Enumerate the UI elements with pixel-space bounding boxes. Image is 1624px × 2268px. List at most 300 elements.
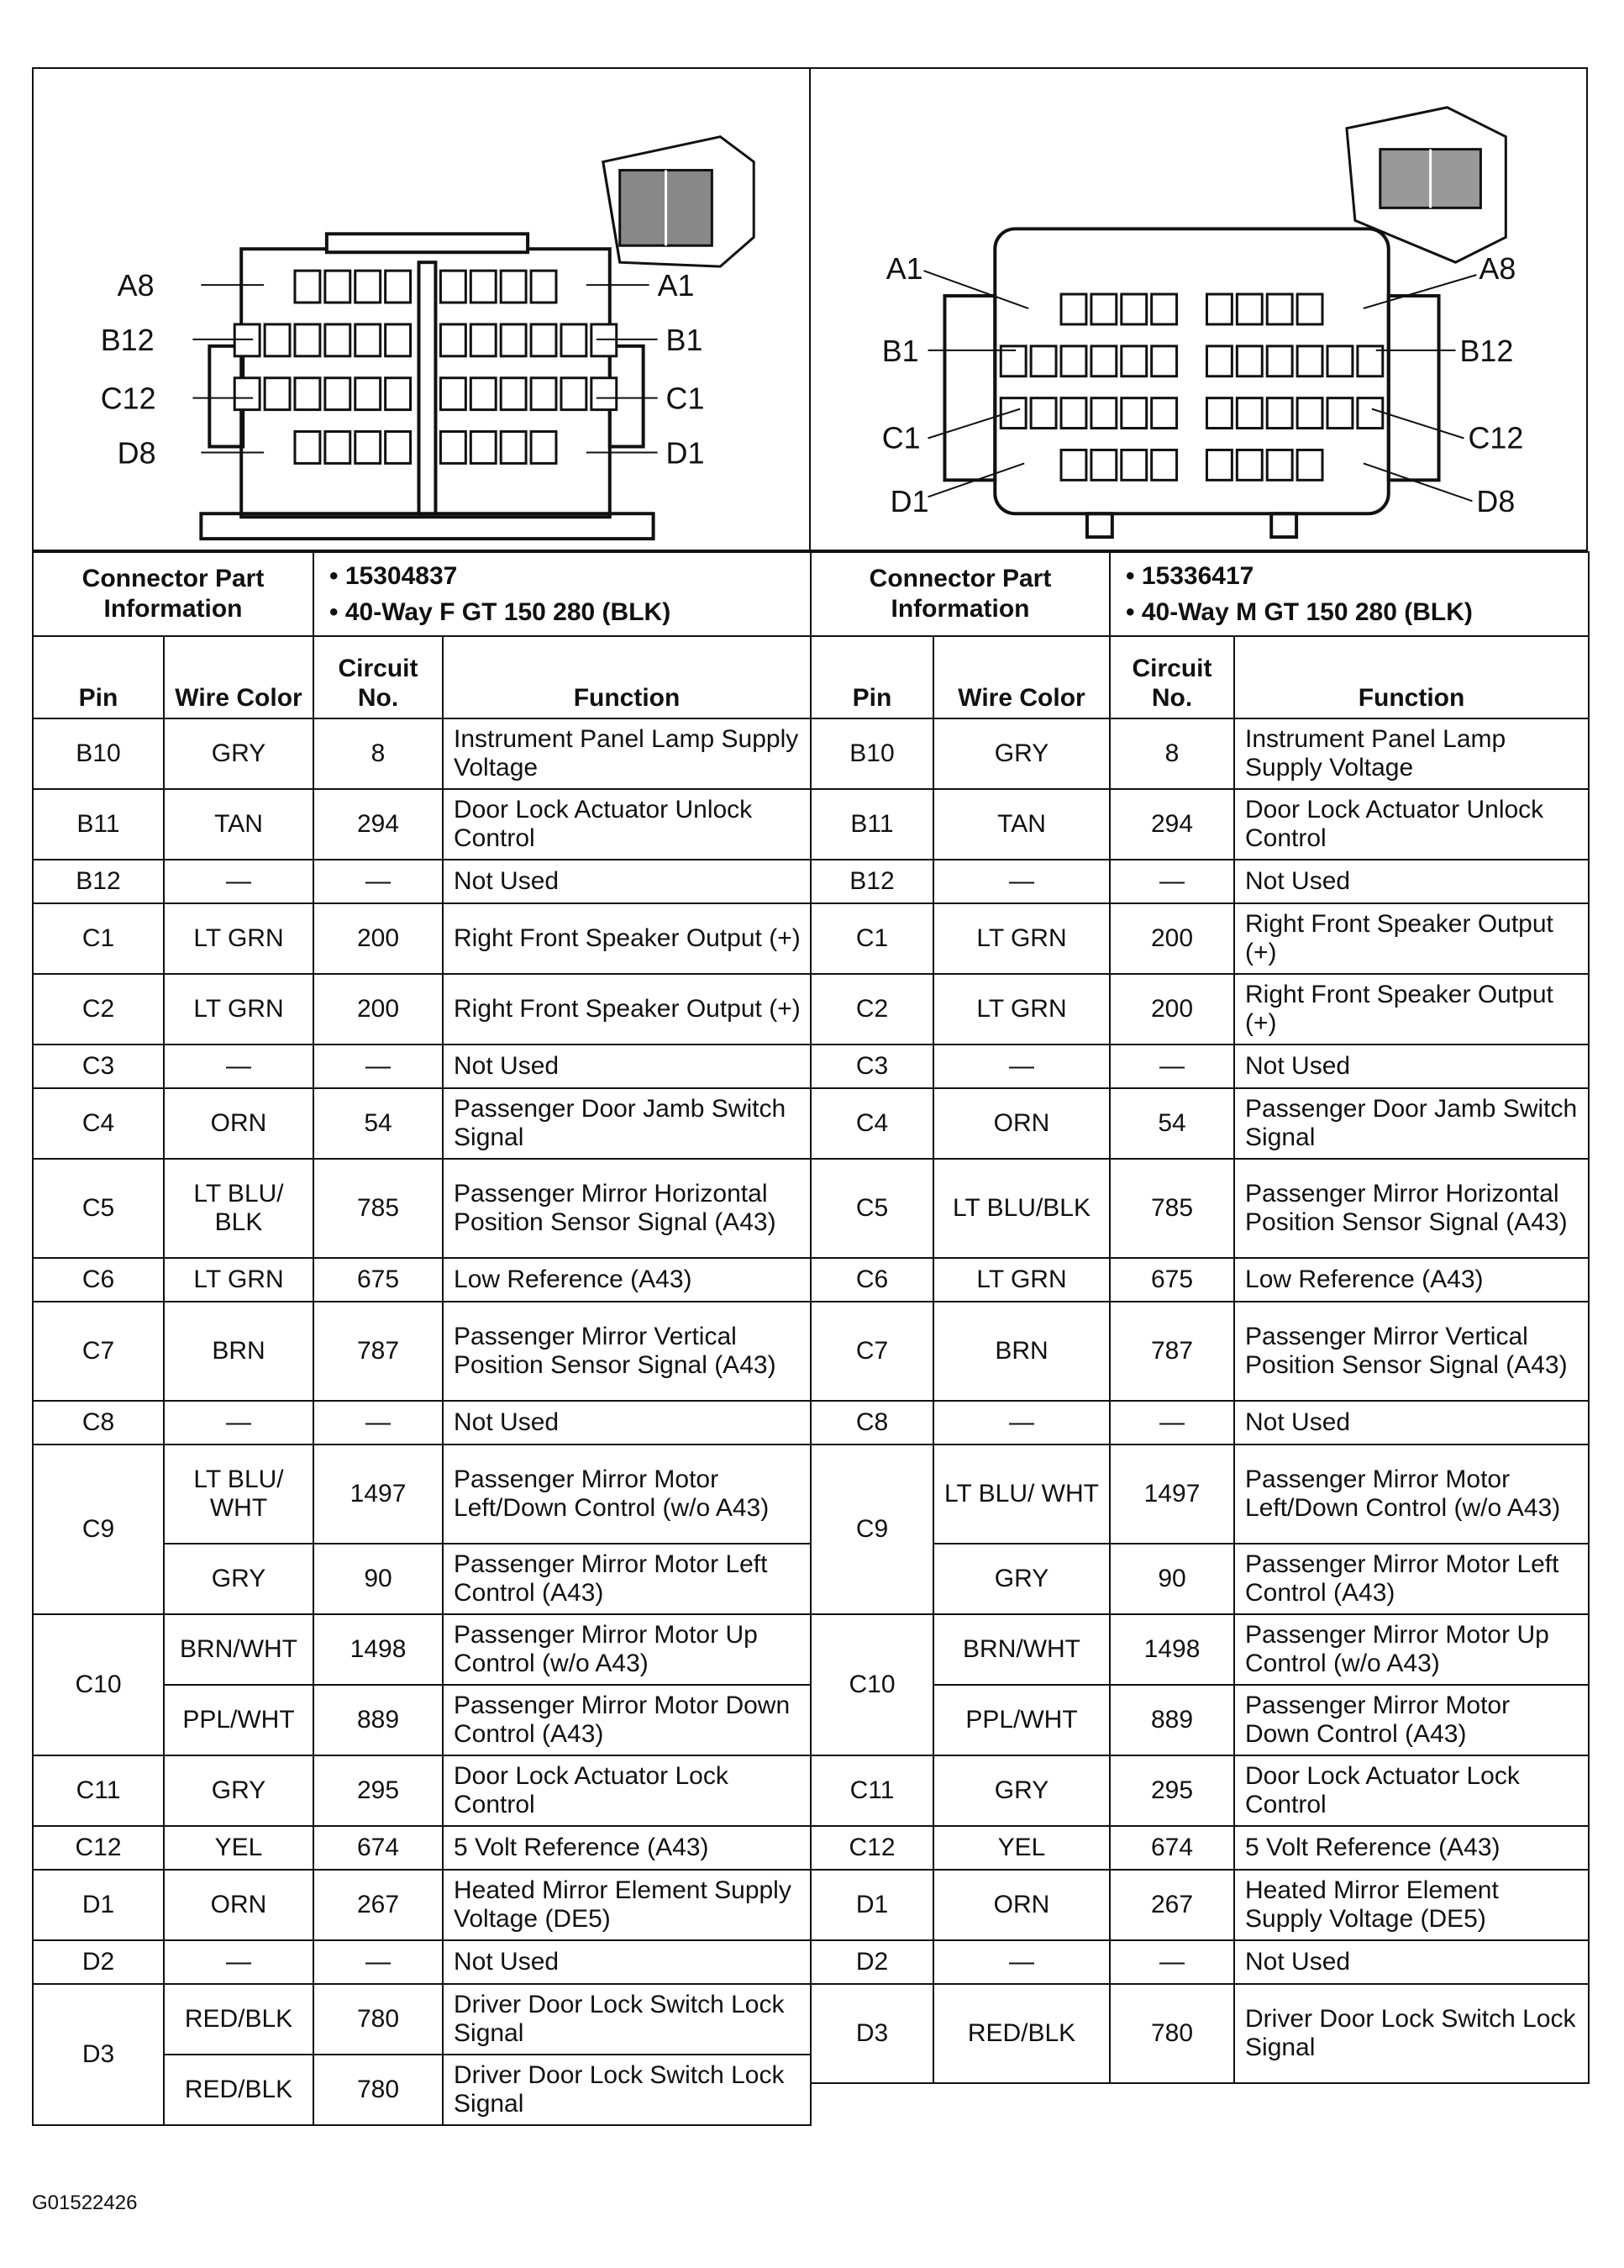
- cavity: [1061, 398, 1086, 429]
- table-row: [811, 1984, 1589, 2083]
- function-cell: Right Front Speaker Output (+): [443, 974, 811, 1045]
- wire-color-cell: LT GRN: [933, 903, 1110, 974]
- pin-label: C1: [881, 421, 921, 455]
- pin-cell: C3: [811, 1045, 933, 1088]
- function-cell: Passenger Mirror Vertical Position Sensor Signal (A43): [443, 1302, 811, 1401]
- connector-right: [810, 67, 1588, 2084]
- cavity: [470, 271, 496, 303]
- cavity: [295, 324, 320, 356]
- cavity: [1237, 346, 1262, 376]
- table-row: [811, 1401, 1589, 1444]
- pin-cell: C5: [33, 1159, 164, 1258]
- function-cell: Passenger Mirror Motor Left Control (A43): [1234, 1544, 1589, 1614]
- function-cell: Driver Door Lock Switch Lock Signal: [1234, 1984, 1589, 2083]
- table-row: [33, 1159, 811, 1258]
- pin-cell: C3: [33, 1045, 164, 1088]
- cavity: [1152, 450, 1177, 480]
- cavity: [234, 378, 260, 410]
- pin-cell: C12: [811, 1826, 933, 1870]
- table-row: [33, 1088, 811, 1159]
- function-cell: Low Reference (A43): [443, 1258, 811, 1302]
- cavity: [440, 432, 465, 464]
- wire-color-cell: GRY: [164, 1544, 313, 1614]
- table-row: [33, 1045, 811, 1088]
- pin-label: C12: [1468, 421, 1524, 455]
- cavity: [265, 378, 290, 410]
- cavity: [440, 378, 465, 410]
- figure-code: G01522426: [32, 2192, 138, 2214]
- circuit-cell: 675: [1110, 1258, 1234, 1302]
- wire-color-cell: PPL/WHT: [933, 1685, 1110, 1755]
- pin-label: D8: [117, 436, 156, 471]
- cavity: [355, 324, 381, 356]
- connector-diagram-left: [32, 67, 810, 551]
- circuit-cell: 200: [313, 974, 443, 1045]
- function-cell: Passenger Door Jamb Switch Signal: [1234, 1088, 1589, 1159]
- connector-diagram-right: [810, 67, 1588, 551]
- wire-color-cell: BRN/WHT: [164, 1614, 313, 1685]
- cavity: [1327, 398, 1353, 429]
- cavity: [355, 432, 381, 464]
- table-row: [811, 1159, 1589, 1258]
- connector-info-row: [811, 552, 1589, 636]
- circuit-cell: —: [1110, 860, 1234, 903]
- cavity: [325, 432, 350, 464]
- pin-cell: B10: [33, 718, 164, 789]
- cavity: [531, 378, 556, 410]
- wire-color-cell: LT BLU/ WHT: [933, 1444, 1110, 1544]
- wire-color-cell: RED/BLK: [933, 1984, 1110, 2083]
- wire-color-cell: ORN: [164, 1870, 313, 1940]
- cavity: [295, 432, 320, 464]
- pin-cell: C8: [811, 1401, 933, 1444]
- wire-color-cell: —: [164, 860, 313, 903]
- circuit-cell: —: [1110, 1940, 1234, 1984]
- pin-label: A1: [886, 252, 923, 287]
- pin-cell: C10: [811, 1614, 933, 1755]
- connector-info-label: Connector Part Information: [811, 552, 1110, 636]
- table-row: [811, 1088, 1589, 1159]
- pin-cell: C5: [811, 1159, 933, 1258]
- circuit-cell: 294: [313, 789, 443, 860]
- circuit-cell: 295: [313, 1755, 443, 1826]
- table-row: [811, 789, 1589, 860]
- pin-cell: C4: [33, 1088, 164, 1159]
- cavity: [295, 378, 320, 410]
- circuit-cell: 267: [1110, 1870, 1234, 1940]
- wire-color-cell: LT BLU/BLK: [933, 1159, 1110, 1258]
- cavity: [1297, 294, 1322, 324]
- pin-cell: C11: [33, 1755, 164, 1826]
- column-header-wire-color: Wire Color: [164, 636, 313, 718]
- pin-cell: B10: [811, 718, 933, 789]
- cavity: [1122, 398, 1147, 429]
- circuit-cell: 8: [313, 718, 443, 789]
- cavity: [1152, 294, 1177, 324]
- cavity: [501, 324, 526, 356]
- pin-cell: D3: [33, 1984, 164, 2125]
- pin-label: A8: [117, 269, 155, 303]
- connector-part-info: • 15304837 • 40-Way F GT 150 280 (BLK): [313, 552, 811, 636]
- cavity: [1091, 398, 1117, 429]
- wire-color-cell: BRN: [164, 1302, 313, 1401]
- circuit-cell: 90: [313, 1544, 443, 1614]
- cavities-right: [1001, 294, 1383, 480]
- wire-color-cell: PPL/WHT: [164, 1685, 313, 1755]
- cavity: [531, 324, 556, 356]
- pin-label: D8: [1476, 485, 1516, 519]
- table-row: [33, 1826, 811, 1870]
- cavity: [1297, 398, 1322, 429]
- table-row: [33, 718, 811, 789]
- column-header-function: Function: [1234, 636, 1589, 718]
- wire-color-cell: YEL: [164, 1826, 313, 1870]
- cavity: [440, 324, 465, 356]
- circuit-cell: 295: [1110, 1755, 1234, 1826]
- function-cell: Passenger Mirror Motor Up Control (w/o A43): [443, 1614, 811, 1685]
- cavity: [386, 378, 411, 410]
- cavity: [265, 324, 290, 356]
- table-row: [33, 789, 811, 860]
- pin-cell: B11: [33, 789, 164, 860]
- circuit-cell: 889: [1110, 1685, 1234, 1755]
- wire-color-cell: LT GRN: [933, 974, 1110, 1045]
- cavity: [1091, 346, 1117, 376]
- circuit-cell: 54: [1110, 1088, 1234, 1159]
- circuit-cell: 8: [1110, 718, 1234, 789]
- wire-color-cell: LT BLU/ WHT: [164, 1444, 313, 1544]
- function-cell: Passenger Mirror Horizontal Position Sensor Signal (A43): [443, 1159, 811, 1258]
- function-cell: Instrument Panel Lamp Supply Voltage: [1234, 718, 1589, 789]
- circuit-cell: 889: [313, 1685, 443, 1755]
- column-header-wire-color: Wire Color: [933, 636, 1110, 718]
- pin-label: A8: [1479, 252, 1516, 287]
- cavity: [1267, 294, 1292, 324]
- cavity: [501, 378, 526, 410]
- wire-color-cell: GRY: [164, 718, 313, 789]
- cavity: [440, 271, 465, 303]
- cavity: [1061, 450, 1086, 480]
- function-cell: Driver Door Lock Switch Lock Signal: [443, 2055, 811, 2125]
- pin-cell: D3: [811, 1984, 933, 2083]
- function-cell: Not Used: [443, 1401, 811, 1444]
- circuit-cell: 674: [1110, 1826, 1234, 1870]
- circuit-cell: —: [1110, 1401, 1234, 1444]
- wire-color-cell: GRY: [933, 1544, 1110, 1614]
- connector-description: 40-Way M GT 150 280 (BLK): [1141, 598, 1473, 626]
- cavity: [561, 324, 586, 356]
- table-row: [811, 1755, 1589, 1826]
- function-cell: Not Used: [443, 860, 811, 903]
- table-row: [33, 903, 811, 974]
- function-cell: 5 Volt Reference (A43): [443, 1826, 811, 1870]
- column-header-pin: Pin: [811, 636, 933, 718]
- function-cell: Passenger Mirror Motor Left/Down Control (w/o A43): [1234, 1444, 1589, 1544]
- function-cell: Passenger Mirror Horizontal Position Sensor Signal (A43): [1234, 1159, 1589, 1258]
- cavity: [1152, 346, 1177, 376]
- pin-cell: C4: [811, 1088, 933, 1159]
- wire-color-cell: —: [933, 1401, 1110, 1444]
- cavity: [501, 271, 526, 303]
- cavity: [1122, 346, 1147, 376]
- pin-cell: C7: [33, 1302, 164, 1401]
- cavity: [1206, 294, 1232, 324]
- wire-color-cell: LT BLU/ BLK: [164, 1159, 313, 1258]
- cavity: [1267, 450, 1292, 480]
- table-row: [811, 974, 1589, 1045]
- wire-color-cell: GRY: [164, 1755, 313, 1826]
- circuit-cell: 1498: [1110, 1614, 1234, 1685]
- table-header-row: [811, 636, 1589, 718]
- function-cell: Not Used: [443, 1940, 811, 1984]
- cavity: [1061, 346, 1086, 376]
- table-row: [33, 1258, 811, 1302]
- table-row: [811, 1258, 1589, 1302]
- cavity: [386, 432, 411, 464]
- circuit-cell: 1497: [1110, 1444, 1234, 1544]
- function-cell: Passenger Mirror Vertical Position Sensor Signal (A43): [1234, 1302, 1589, 1401]
- pin-cell: C10: [33, 1614, 164, 1755]
- function-cell: Passenger Door Jamb Switch Signal: [443, 1088, 811, 1159]
- connector-face-drawing-left: [34, 69, 809, 550]
- connector-part-info: • 15336417 • 40-Way M GT 150 280 (BLK): [1110, 552, 1589, 636]
- cavity: [1267, 398, 1292, 429]
- cavity: [1267, 346, 1292, 376]
- cavity: [1237, 294, 1262, 324]
- table-row: [33, 1755, 811, 1826]
- cavity: [325, 271, 350, 303]
- column-header-function: Function: [443, 636, 811, 718]
- pin-cell: B12: [33, 860, 164, 903]
- wire-color-cell: —: [933, 1045, 1110, 1088]
- function-cell: Door Lock Actuator Unlock Control: [1234, 789, 1589, 860]
- table-row: [33, 1444, 811, 1544]
- part-number: 15336417: [1141, 561, 1254, 590]
- wire-color-cell: YEL: [933, 1826, 1110, 1870]
- pinout-table-right: [810, 551, 1590, 2084]
- pin-cell: D2: [811, 1940, 933, 1984]
- pin-cell: B12: [811, 860, 933, 903]
- function-cell: Right Front Speaker Output (+): [443, 903, 811, 974]
- function-cell: Door Lock Actuator Unlock Control: [443, 789, 811, 860]
- table-row: [811, 1614, 1589, 1685]
- cavity: [531, 271, 556, 303]
- cavity: [355, 271, 381, 303]
- connector-face-right: [944, 229, 1438, 537]
- wire-color-cell: ORN: [933, 1870, 1110, 1940]
- function-cell: Passenger Mirror Motor Up Control (w/o A43): [1234, 1614, 1589, 1685]
- cavity: [1031, 346, 1056, 376]
- circuit-cell: 674: [313, 1826, 443, 1870]
- pin-cell: D2: [33, 1940, 164, 1984]
- table-row: [33, 1940, 811, 1984]
- table-row: [33, 1984, 811, 2055]
- pin-cell: C11: [811, 1755, 933, 1826]
- table-row: [811, 718, 1589, 789]
- function-cell: Passenger Mirror Motor Left/Down Control (w/o A43): [443, 1444, 811, 1544]
- pinout-rows-right: [811, 718, 1589, 2083]
- pin-cell: C9: [811, 1444, 933, 1614]
- pin-label: C12: [100, 382, 156, 416]
- circuit-cell: 90: [1110, 1544, 1234, 1614]
- cavity: [1358, 398, 1383, 429]
- table-row: [33, 1870, 811, 1940]
- connector-info-row: [33, 552, 811, 636]
- cavity: [470, 432, 496, 464]
- circuit-cell: 780: [313, 1984, 443, 2055]
- function-cell: Not Used: [1234, 860, 1589, 903]
- function-cell: Right Front Speaker Output (+): [1234, 974, 1589, 1045]
- column-header-pin: Pin: [33, 636, 164, 718]
- wire-color-cell: LT GRN: [164, 974, 313, 1045]
- pin-cell: C9: [33, 1444, 164, 1614]
- part-number: 15304837: [344, 561, 458, 590]
- circuit-cell: 780: [313, 2055, 443, 2125]
- connector-thumbnail-left: [603, 137, 754, 266]
- wire-color-cell: BRN/WHT: [933, 1614, 1110, 1685]
- cavity: [470, 378, 496, 410]
- table-row: [33, 860, 811, 903]
- cavity: [1206, 398, 1232, 429]
- cavity: [470, 324, 496, 356]
- function-cell: Instrument Panel Lamp Supply Voltage: [443, 718, 811, 789]
- circuit-cell: 675: [313, 1258, 443, 1302]
- function-cell: Passenger Mirror Motor Down Control (A43): [443, 1685, 811, 1755]
- pin-label: B1: [881, 334, 919, 368]
- cavity: [561, 378, 586, 410]
- wire-color-cell: TAN: [164, 789, 313, 860]
- table-row: [811, 1826, 1589, 1870]
- table-row: [33, 1302, 811, 1401]
- pin-label: B1: [665, 323, 703, 357]
- pin-cell: C8: [33, 1401, 164, 1444]
- connector-description: 40-Way F GT 150 280 (BLK): [344, 598, 671, 626]
- wire-color-cell: —: [933, 1940, 1110, 1984]
- pin-cell: C2: [33, 974, 164, 1045]
- circuit-cell: —: [313, 860, 443, 903]
- table-row: [811, 860, 1589, 903]
- cavity: [386, 324, 411, 356]
- circuit-cell: —: [313, 1401, 443, 1444]
- circuit-cell: 1498: [313, 1614, 443, 1685]
- wire-color-cell: RED/BLK: [164, 1984, 313, 2055]
- function-cell: Door Lock Actuator Lock Control: [443, 1755, 811, 1826]
- wire-color-cell: LT GRN: [164, 1258, 313, 1302]
- pin-cell: C12: [33, 1826, 164, 1870]
- cavity: [501, 432, 526, 464]
- circuit-cell: 200: [1110, 974, 1234, 1045]
- table-row: [811, 1940, 1589, 1984]
- cavity: [1061, 294, 1086, 324]
- pin-label-leaders-right: [924, 271, 1477, 501]
- wire-color-cell: GRY: [933, 718, 1110, 789]
- cavity: [531, 432, 556, 464]
- pin-cell: C7: [811, 1302, 933, 1401]
- cavity: [1206, 450, 1232, 480]
- pin-label: B12: [1459, 334, 1514, 368]
- pin-label: A1: [657, 269, 695, 303]
- wire-color-cell: BRN: [933, 1302, 1110, 1401]
- pin-cell: C6: [33, 1258, 164, 1302]
- cavity: [1206, 346, 1232, 376]
- cavity: [1091, 450, 1117, 480]
- function-cell: Heated Mirror Element Supply Voltage (DE5): [443, 1870, 811, 1940]
- circuit-cell: 267: [313, 1870, 443, 1940]
- pin-label: D1: [665, 436, 705, 471]
- pin-cell: C1: [811, 903, 933, 974]
- cavity: [591, 378, 617, 410]
- function-cell: Low Reference (A43): [1234, 1258, 1589, 1302]
- function-cell: Driver Door Lock Switch Lock Signal: [443, 1984, 811, 2055]
- function-cell: Passenger Mirror Motor Left Control (A43): [443, 1544, 811, 1614]
- wire-color-cell: —: [164, 1045, 313, 1088]
- cavity: [1122, 450, 1147, 480]
- circuit-cell: —: [1110, 1045, 1234, 1088]
- table-row: [811, 1444, 1589, 1544]
- circuit-cell: 294: [1110, 789, 1234, 860]
- pin-label: C1: [665, 382, 705, 416]
- wire-color-cell: LT GRN: [164, 903, 313, 974]
- table-row: [811, 903, 1589, 974]
- table-row: [811, 1045, 1589, 1088]
- wire-color-cell: —: [933, 860, 1110, 903]
- wire-color-cell: GRY: [933, 1755, 1110, 1826]
- pin-cell: C1: [33, 903, 164, 974]
- connector-left: [32, 67, 810, 2126]
- table-row: [811, 1302, 1589, 1401]
- function-cell: Right Front Speaker Output (+): [1234, 903, 1589, 974]
- circuit-cell: 54: [313, 1088, 443, 1159]
- cavity: [1297, 346, 1322, 376]
- circuit-cell: 785: [313, 1159, 443, 1258]
- function-cell: Heated Mirror Element Supply Voltage (DE5): [1234, 1870, 1589, 1940]
- cavity: [1327, 346, 1353, 376]
- pin-label: B12: [100, 323, 155, 357]
- table-header-row: [33, 636, 811, 718]
- wire-color-cell: TAN: [933, 789, 1110, 860]
- table-row: [811, 1870, 1589, 1940]
- pin-cell: C2: [811, 974, 933, 1045]
- pinout-table-left: [32, 551, 812, 2126]
- function-cell: Not Used: [1234, 1401, 1589, 1444]
- wire-color-cell: LT GRN: [933, 1258, 1110, 1302]
- circuit-cell: 200: [313, 903, 443, 974]
- wire-color-cell: ORN: [933, 1088, 1110, 1159]
- function-cell: Not Used: [1234, 1940, 1589, 1984]
- cavity: [1297, 450, 1322, 480]
- connector-face-drawing-right: [811, 69, 1586, 550]
- circuit-cell: —: [313, 1045, 443, 1088]
- pin-cell: B11: [811, 789, 933, 860]
- function-cell: Door Lock Actuator Lock Control: [1234, 1755, 1589, 1826]
- cavity: [1091, 294, 1117, 324]
- table-row: [33, 1614, 811, 1685]
- pin-cell: C6: [811, 1258, 933, 1302]
- wire-color-cell: —: [164, 1401, 313, 1444]
- function-cell: Passenger Mirror Motor Down Control (A43): [1234, 1685, 1589, 1755]
- table-row: [33, 1401, 811, 1444]
- pin-cell: D1: [811, 1870, 933, 1940]
- circuit-cell: 787: [1110, 1302, 1234, 1401]
- wire-color-cell: —: [164, 1940, 313, 1984]
- cavity: [1031, 398, 1056, 429]
- table-row: [33, 974, 811, 1045]
- cavity: [325, 324, 350, 356]
- pin-label: D1: [890, 485, 929, 519]
- circuit-cell: 787: [313, 1302, 443, 1401]
- connector-info-label: Connector Part Information: [33, 552, 313, 636]
- wire-color-cell: ORN: [164, 1088, 313, 1159]
